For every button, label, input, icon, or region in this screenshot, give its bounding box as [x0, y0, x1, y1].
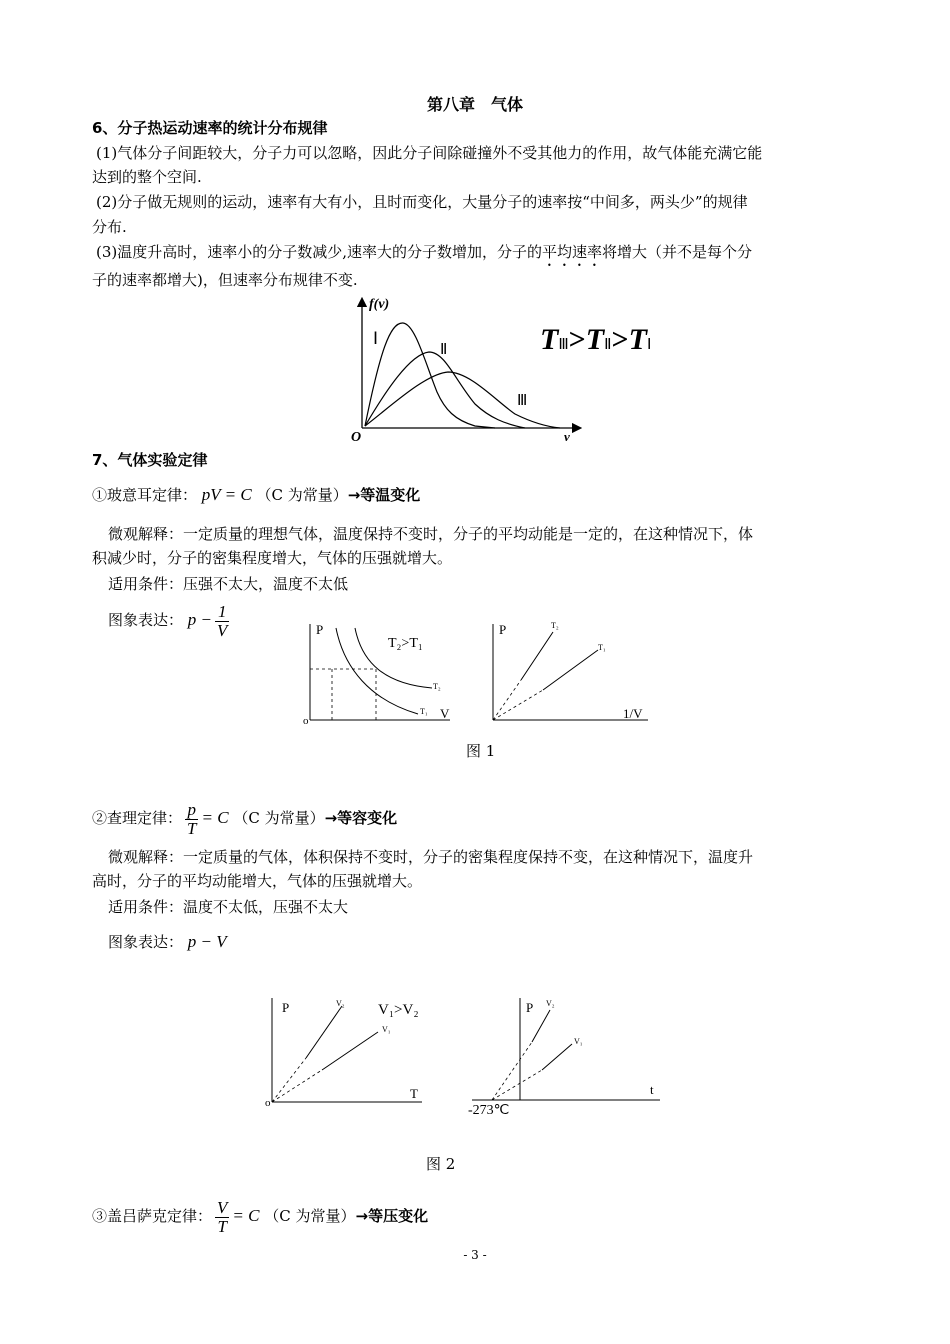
s6-para3-emphasis: 平均速率: [542, 243, 603, 261]
section-6-heading: 6、分子热运动速率的统计分布规律: [92, 119, 328, 137]
section-7-heading: 7、气体实验定律: [92, 451, 208, 469]
svg-text:P: P: [499, 622, 507, 637]
charles-condition: 适用条件：温度不太低，压强不太大: [108, 898, 349, 916]
boyle-condition: 适用条件：压强不太大，温度不太低: [108, 575, 349, 593]
svg-text:P: P: [282, 1000, 290, 1015]
charles-law-line: ②查理定律： $\frac{p}{T}$ = C （C 为常量）→等容变化: [92, 799, 398, 838]
s6-para2-line2: 分布.: [92, 218, 127, 236]
boyle-law-line: ①玻意耳定律： pV = C （C 为常量）→等温变化: [92, 485, 421, 504]
figure-1-caption: 图 1: [466, 742, 496, 760]
chapter-title: 第八章 气体: [426, 95, 523, 114]
svg-text:T₂: T₂: [433, 682, 441, 691]
svg-text:T: T: [410, 1086, 418, 1101]
svg-text:T₁: T₁: [598, 643, 606, 652]
svg-text:T₁: T₁: [420, 707, 428, 716]
s6-para2-line1: (2)分子做无规则的运动，速率有大有小，且时而变化，大量分子的速率按“中间多，两头少”的规律: [96, 193, 748, 211]
svg-text:V₁: V₁: [574, 1037, 583, 1046]
svg-text:t: t: [650, 1082, 654, 1097]
boyle-micro-line1: 微观解释：一定质量的理想气体，温度保持不变时，分子的平均动能是一定的，在这种情况下，体: [108, 525, 754, 543]
svg-text:o: o: [265, 1097, 271, 1107]
page-number: - 3 -: [463, 1248, 487, 1262]
s6-para1-line2: 达到的整个空间.: [92, 168, 202, 186]
fig1-p-inverse-v: [483, 618, 653, 728]
svg-text:P: P: [526, 1000, 534, 1015]
origin-label: O: [351, 430, 362, 442]
boyle-formula: pV = C: [201, 485, 252, 504]
svg-text:V₂: V₂: [336, 999, 345, 1008]
svg-text:o: o: [303, 715, 309, 727]
svg-text:V₂: V₂: [546, 999, 555, 1008]
x-axis-label: v: [564, 429, 570, 442]
s6-para3-post: 将增大（并不是每个分: [602, 243, 753, 261]
s6-para3-line1: [96, 240, 856, 270]
fig2-p-celsius: [462, 992, 667, 1122]
fig1-pv-isotherm: [300, 618, 460, 728]
curve-label-I: Ⅰ: [373, 329, 379, 348]
s6-para3-line2: 子的速率都增大)，但速率分布规律不变.: [92, 271, 358, 289]
charles-micro-line2: 高时，分子的平均动能增大，气体的压强就增大。: [92, 872, 423, 890]
temperature-relation: TⅢ>TⅡ>TⅠ: [540, 323, 652, 356]
s6-para3-pre: (3)温度升高时，速率小的分子数减少,速率大的分子数增加，分子的: [96, 243, 543, 261]
figure-2-caption: 图 2: [426, 1155, 456, 1173]
boyle-micro-line2: 积减少时，分子的密集程度增大，气体的压强就增大。: [92, 549, 453, 567]
speed-distribution-graph: [345, 292, 585, 442]
boyle-graph-expression: 图象表达： p − $\frac{1}{V}$: [108, 601, 228, 640]
curve-I: [365, 323, 495, 428]
curve-label-II: Ⅱ: [440, 342, 448, 358]
svg-text:T₂>T₁: T₂>T₁: [388, 636, 423, 651]
svg-text:T₂: T₂: [551, 621, 559, 630]
fig2-pt-isochore: [262, 992, 432, 1107]
charles-micro-line1: 微观解释：一定质量的气体，体积保持不变时，分子的密集程度保持不变，在这种情况下，温度升: [108, 848, 754, 866]
gaylussac-law-line: ③盖吕萨克定律： $\frac{V}{T}$ = C （C 为常量）→等压变化: [92, 1197, 429, 1236]
svg-text:-273℃: -273℃: [468, 1103, 510, 1118]
svg-text:1/V: 1/V: [623, 706, 643, 721]
curve-II: [365, 352, 528, 428]
svg-text:V₁>V₂: V₁>V₂: [378, 1002, 419, 1018]
svg-text:V₁: V₁: [382, 1025, 391, 1034]
svg-text:V: V: [440, 706, 450, 721]
svg-text:P: P: [316, 622, 324, 637]
curve-label-III: Ⅲ: [517, 393, 528, 409]
charles-graph-expression: 图象表达： p − V: [108, 932, 227, 951]
y-axis-label: f(v): [369, 297, 390, 312]
s6-para1-line1: (1)气体分子间距较大，分子力可以忽略，因此分子间除碰撞外不受其他力的作用，故气体能充满它能: [96, 144, 763, 162]
